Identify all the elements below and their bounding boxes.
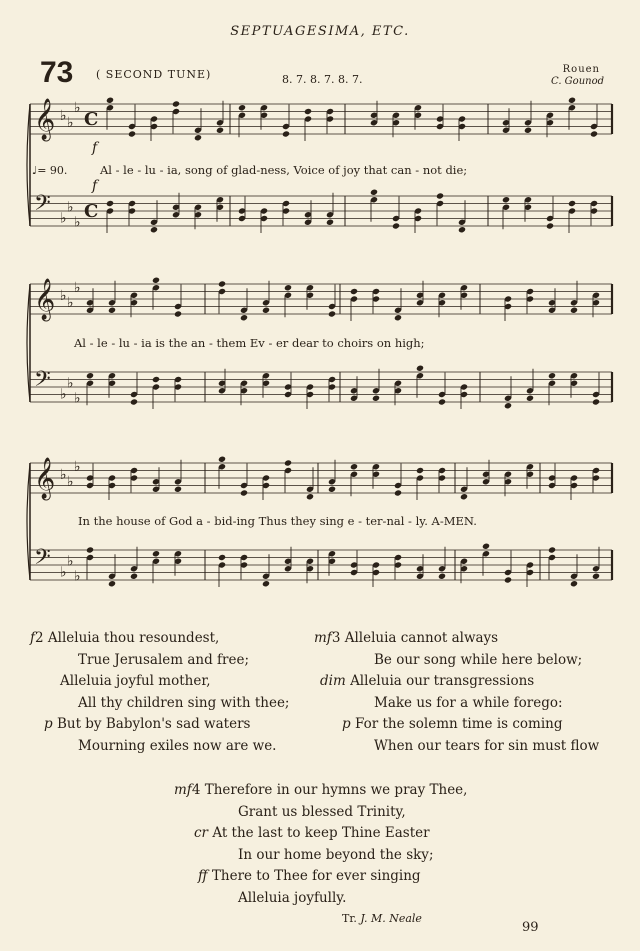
meter: 8. 7. 8. 7. 8. 7. — [282, 73, 363, 86]
note-head — [568, 97, 576, 104]
note-head — [108, 580, 116, 587]
note-head — [524, 127, 532, 134]
verse-4 — [174, 780, 467, 910]
quarter-note-icon: ♩ — [32, 164, 38, 177]
flat-icon: ♭ — [74, 458, 81, 475]
tune-label: ( SECOND TUNE) — [96, 68, 212, 81]
note-head — [592, 398, 600, 405]
flat-icon: ♭ — [60, 288, 67, 304]
flat-icon: ♭ — [74, 279, 81, 296]
flat-icon: ♭ — [67, 199, 74, 216]
flat-icon: ♭ — [67, 473, 74, 490]
note-head — [568, 200, 576, 207]
verse-4-line-2: Grant us blessed Trinity, — [238, 803, 406, 820]
note-head — [262, 307, 270, 314]
note-head — [172, 100, 180, 107]
note-head — [394, 314, 402, 321]
note-head — [548, 372, 556, 379]
note-head — [546, 222, 554, 229]
verse-3-line-4: Make us for a while forego: — [374, 694, 563, 711]
note-head — [458, 226, 466, 233]
hymn-number: 73 — [40, 56, 74, 89]
note-head — [438, 398, 446, 405]
section-title: SEPTUAGESIMA, ETC. — [230, 24, 410, 39]
note-head — [152, 550, 160, 557]
note-head — [592, 573, 600, 580]
note-head — [436, 192, 444, 199]
note-head — [86, 546, 94, 553]
note-head — [174, 486, 182, 493]
tempo-marking: ♩= 90. — [32, 164, 68, 177]
verse-4-line-6: Alleluia joyfully. — [238, 889, 347, 906]
note-head — [150, 226, 158, 233]
note-head — [262, 580, 270, 587]
verse-2-line-3: Alleluia joyful mother, — [60, 673, 211, 690]
note-head — [284, 459, 292, 466]
note-head — [194, 134, 202, 141]
note-head — [570, 307, 578, 314]
note-head — [240, 314, 248, 321]
flat-icon: ♭ — [60, 564, 67, 581]
note-head — [152, 376, 160, 383]
note-head — [350, 288, 358, 295]
note-head — [502, 196, 510, 203]
note-head — [590, 130, 598, 137]
flat-icon: ♭ — [67, 294, 74, 311]
flat-icon: ♭ — [60, 108, 67, 124]
note-head — [218, 456, 226, 463]
note-head — [548, 546, 556, 553]
verse-4-line-5: ff There to Thee for ever singing — [198, 868, 421, 885]
dynamic-forte-bass: f — [92, 178, 98, 194]
flat-icon: ♭ — [67, 114, 74, 131]
verse-2 — [30, 628, 289, 758]
note-head — [86, 372, 94, 379]
verse-3-line-3: dim Alleluia our transgressions — [320, 673, 535, 690]
note-head — [416, 365, 424, 372]
flat-icon: ♭ — [60, 467, 67, 483]
lyrics-line-3: In the house of God a - bid-ing Thus they sing e - ter-nal - ly. A-MEN. — [78, 514, 477, 528]
note-head — [526, 395, 534, 402]
note-head — [174, 310, 182, 317]
note-head — [370, 189, 378, 196]
bass-clef-icon: 𝄢 — [34, 545, 51, 575]
verse-3-line-6: When our tears for sin must flow — [374, 737, 600, 754]
lyrics-line-2: Al - le - lu - ia is the an - them Ev - er dear to choirs on high; — [74, 336, 425, 350]
treble-clef-icon: 𝄞 — [34, 458, 56, 499]
note-head — [130, 573, 138, 580]
dynamic-forte: f — [92, 140, 98, 156]
verse-2-line-5: p But by Babylon's sad waters — [44, 716, 251, 733]
note-head — [128, 130, 136, 137]
note-head — [328, 310, 336, 317]
note-head — [282, 130, 290, 137]
lyrics-line-1: Al - le - lu - ia, song of glad-ness, Voice of joy that can - not die; — [100, 163, 468, 177]
common-time-icon: C — [84, 109, 99, 130]
note-head — [416, 467, 424, 474]
note-head — [350, 463, 358, 470]
note-head — [438, 573, 446, 580]
bass-clef-icon: 𝄢 — [34, 191, 51, 221]
page-number: 99 — [522, 920, 539, 935]
note-head — [570, 580, 578, 587]
verse-4-line-4: In our home beyond the sky; — [238, 846, 434, 863]
verse-2-line-4: All thy children sing with thee; — [78, 694, 290, 711]
flat-icon: ♭ — [67, 375, 74, 392]
note-head — [106, 200, 114, 207]
note-head — [218, 554, 226, 561]
verse-2-line-1: f2 Alleluia thou resoundest, — [30, 630, 220, 646]
treble-clef-icon: 𝄞 — [34, 99, 56, 140]
flat-icon: ♭ — [60, 210, 67, 227]
verse-4-line-3: cr At the last to keep Thine Easter — [194, 825, 430, 842]
flat-icon: ♭ — [74, 568, 81, 585]
flat-icon: ♭ — [74, 99, 81, 116]
verse-3-line-1: mf3 Alleluia cannot always — [314, 630, 499, 646]
flat-icon: ♭ — [60, 386, 67, 403]
note-head — [504, 576, 512, 583]
bass-clef-icon: 𝄢 — [34, 367, 51, 397]
verse-3 — [314, 628, 599, 758]
note-head — [460, 493, 468, 500]
note-head — [108, 307, 116, 314]
note-head — [372, 395, 380, 402]
note-head — [218, 280, 226, 287]
common-time-icon: C — [84, 201, 99, 222]
flat-icon: ♭ — [67, 553, 74, 570]
note-head — [216, 127, 224, 134]
note-head — [328, 486, 336, 493]
verse-2-line-2: True Jerusalem and free; — [78, 651, 250, 668]
treble-clef-icon: 𝄞 — [34, 279, 56, 320]
verse-3-line-5: p For the solemn time is coming — [342, 716, 563, 733]
note-head — [306, 493, 314, 500]
note-head — [394, 489, 402, 496]
note-head — [284, 284, 292, 291]
note-head — [392, 222, 400, 229]
tune-name: Rouen — [562, 64, 600, 75]
note-head — [326, 219, 334, 226]
note-head — [130, 398, 138, 405]
note-head — [304, 108, 312, 115]
note-head — [106, 97, 114, 104]
composer: C. Gounod — [551, 76, 604, 87]
flat-icon: ♭ — [74, 390, 81, 407]
note-head — [240, 489, 248, 496]
verse-4-line-1: mf4 Therefore in our hymns we pray Thee, — [174, 782, 468, 798]
verse-2-line-6: Mourning exiles now are we. — [78, 737, 277, 754]
verse-3-line-2: Be our song while here below; — [374, 651, 583, 668]
flat-icon: ♭ — [74, 214, 81, 231]
note-head — [482, 543, 490, 550]
note-head — [152, 277, 160, 284]
translator-credit: Tr. J. M. Neale — [342, 912, 422, 925]
note-head — [238, 104, 246, 111]
note-head — [504, 402, 512, 409]
